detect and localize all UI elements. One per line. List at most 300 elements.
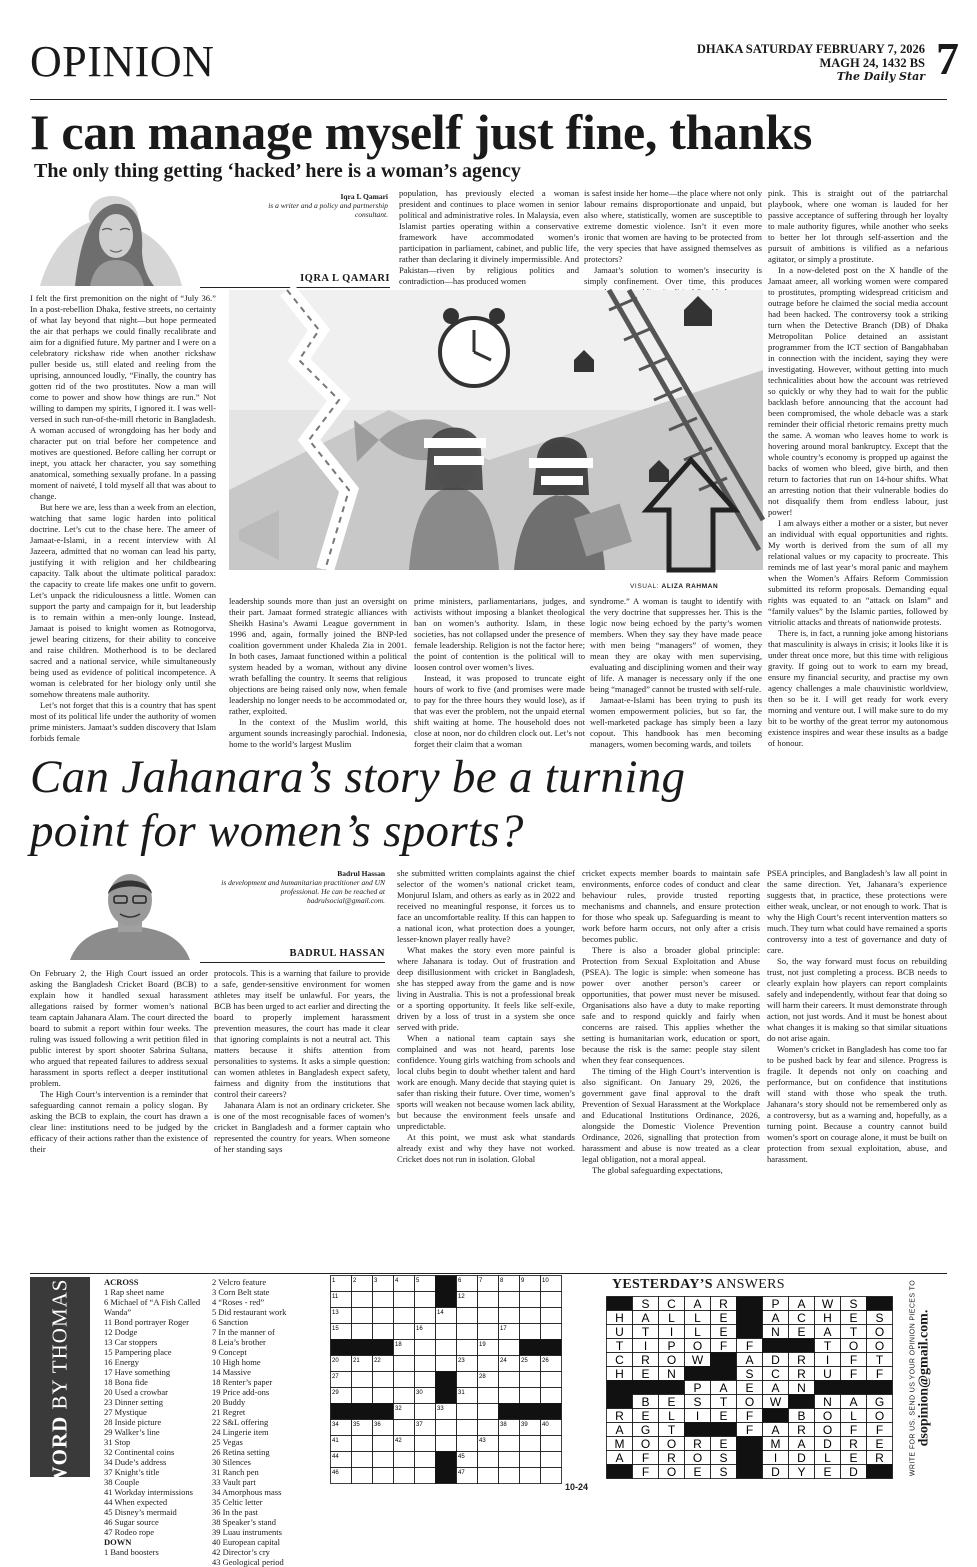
crossword-cell	[541, 1388, 562, 1404]
clue: 13 Car stoppers	[104, 1337, 158, 1347]
crossword-cell-number: 7	[479, 1278, 483, 1284]
answer-letter: Y	[797, 1465, 806, 1479]
answer-letter: I	[643, 1339, 648, 1353]
answer-letter: F	[745, 1339, 754, 1353]
date: DHAKA SATURDAY FEBRUARY 7, 2026	[696, 42, 925, 56]
article1-column-3-bottom: prime ministers, parliamentarians, judges, and activists without imposing a blanket theological ban on women’s authority. Islam, in these societies, has not collapsed under the presence of female leadership. Religion is not the factor here; the point of contention is the political will to loosen control over women’s lives. Instead, it was proposed to truncate eight hours of work to five (and promises were made to pay for the three hours they would lose), as if that was ever the problem, not the unpaid eternal shift waiting at home. The household does not close at noon, nor do children clock out. Let’s not forget their claim that a woman	[414, 596, 585, 749]
article2-headline: Can Jahanara’s story be a turning point for women’s sports?	[30, 751, 686, 857]
article1-column-2-bottom: leadership sounds more than just an oversight on their part. Jamaat formed strategic alliances with Sheikh Hasina’s Awami League government in 1996 and, again, formally joined the BNP-led coalition government under Khaleda Zia in 2001. In both cases, Jamaat functioned within a political system headed by a woman, without any divine wrath befalling the country. It seems that religious objections are being raised only now, when female leadership no longer needs to be accommodated or, rather, exploited. In the context of the Muslim world, this argument sounds increasingly parochial. Indonesia, home to the world’s largest Muslim	[229, 596, 407, 749]
answer-letter: O	[666, 1465, 677, 1479]
crossword-cell	[520, 1292, 541, 1308]
answer-letter: O	[874, 1409, 885, 1423]
clue: 14 Massive	[212, 1367, 251, 1377]
answer-letter: I	[695, 1409, 700, 1423]
band-rule	[30, 1273, 947, 1274]
paper-name: The Daily Star	[836, 70, 925, 83]
dateline	[697, 42, 925, 84]
bangla-date: MAGH 24, 1432 BS	[819, 56, 925, 70]
crossword-block	[352, 1340, 373, 1356]
clue: 1 Band boosters	[104, 1547, 159, 1557]
answer-letter: U	[823, 1367, 832, 1381]
byline: BADRUL HASSAN	[289, 948, 385, 959]
crossword-cell	[436, 1436, 457, 1452]
article1-column-3-top: population, has previously elected a woman president and continues to place women in senior political and administrative roles. In Malaysia, even Islamist parties operating within a conservative framework have accommodated women’s participation in parliament, cabinet, and public life, rather than declaring it divinely impermissible. And Pakistan—riven by religious politics and contradiction—has produced women	[399, 188, 579, 286]
answer-letter: E	[719, 1409, 728, 1423]
answer-letter: N	[823, 1395, 832, 1409]
crossword-cell-number: 43	[479, 1438, 486, 1444]
crossword-cell-number: 12	[458, 1294, 465, 1300]
crossword-cell-number: 17	[500, 1326, 507, 1332]
answers-title: YESTERDAY’S ANSWERS	[612, 1277, 785, 1292]
clue: 44 When expected	[104, 1497, 168, 1507]
answer-letter: O	[848, 1339, 859, 1353]
crossword-cell-number: 35	[353, 1422, 360, 1428]
article2-column-3: she submitted written complaints against the chief selector of the women’s national cricket team, Monjurul Islam, and others as early as in 2022 and received no meaningful response, it forces us to face an uncomfortable reality. If this can happen to a national icon, what protection does a younger, lesser-known player really have? What makes the story even more painful is where Jahanara is today. Out of frustration and deep disillusionment with cricket in Bangladesh, she has stepped away from the game and is now living in Australia. This is not a professional break or a sporting opportunity. It feels like self-exile, driven by a loss of trust in a system she once served with pride. When a national team captain says she complained and was not heard, parents lose confidence. Young girls watching from schools and local clubs begin to doubt whether talent and hard work are enough. Many decide that staying quiet is safer than risking their future. Over time, women’s sports will weaken not because women lack ability, but because the environment feels unsafe and unpredictable. At this point, we must ask what standards already exist and why they have not worked. Cricket does not run in isolation. Global	[397, 868, 575, 1164]
article1-column-5: pink. This is straight out of the patriarchal playbook, where one woman is lauded for her passive acceptance of suffering through her loyalty to male authority figures, while another who seeks to better her lot through self-assertion and the pursuit of ambitions is vilified as a nefarious agitator, or simply a prostitute. In a now-deleted post on the X handle of the Jamaat ameer, all working women were compared to prostitutes, prompting widespread criticism and outrage before he claimed the social media account had been hacked. The controversy took a striking turn when the Detective Branch (DB) of Dhaka Metropolitan Police detained an assistant programmer from the ICT section of Bangabhaban in connection with the incident, saying they were investigating. However, without getting into much technicalities about how the account was retrieved so quickly or why they had to wait for the public backlash before announcing that the account had been compromised, the whole debacle was a stark reminder their official rhetoric remains pretty much the same. A woman who leaves home to work is hovering around moral bankruptcy. Except that the whole country’s economy is propped up against the backs of women who bleed, give birth, and then return to factories that run on 14-hour shifts. What an arresting notion that their vulnerable bodies do not disqualify them from endless labour, just power! I am always either a mother or a sister, but never an individual with equal opportunities and rights. My worth is derived from the sum of all my relational values or my capacity to procreate. This reminds me of last year’s moral panic and mayhem when the Women’s Affairs Reform Commission submitted its reform proposals. Demanding equal rights was equated to an “attack on Islam” and “family values” by the Islamic parties, followed by vitriolic attacks and threats of nationwide protests. There is, in fact, a running joke among historians that masculinity is always in crisis; it looks like it is under threat once more, but this time with religious gravity. If going out to work to earn my bread, ensure my financial security, and practise my own agency challenges a male chauvinistic worldview, then so be it. I will get ready for work every morning and venture out. I will make sure to do my bit to be worthy of the great terror my autonomous existence inspires and wear these insults as a badge of honour.	[768, 188, 948, 748]
answer-letter: W	[821, 1297, 834, 1311]
clue: 47 Rodeo rope	[104, 1527, 155, 1537]
crossword-cell	[478, 1452, 499, 1468]
answer-letter: H	[823, 1311, 832, 1325]
answer-letter: C	[667, 1297, 676, 1311]
answer-block	[789, 1339, 815, 1353]
crossword-cell	[394, 1324, 415, 1340]
answer-block	[737, 1465, 763, 1479]
crossword-block	[331, 1404, 352, 1420]
answer-letter: S	[693, 1395, 702, 1409]
crossword-cell-number: 18	[395, 1342, 402, 1348]
crossword-cell	[457, 1308, 478, 1324]
clue: 7 In the manner of	[212, 1327, 275, 1337]
answer-letter: O	[692, 1451, 703, 1465]
crossword-cell	[520, 1372, 541, 1388]
answer-letter: L	[668, 1409, 675, 1423]
answer-letter: L	[694, 1325, 701, 1339]
crossword-block	[436, 1468, 457, 1484]
answer-letter: D	[797, 1451, 806, 1465]
masthead-rule	[30, 99, 947, 100]
article1-subhead: The only thing getting ‘hacked’ here is a woman’s agency	[34, 160, 521, 182]
answer-letter: N	[667, 1367, 676, 1381]
crossword-cell	[499, 1340, 520, 1356]
answer-letter: O	[822, 1423, 833, 1437]
answer-letter: T	[667, 1423, 676, 1437]
answer-letter: L	[694, 1311, 701, 1325]
crossword-cell-number: 10	[542, 1278, 549, 1284]
answer-block	[737, 1297, 763, 1311]
article1-headline: I can manage myself just fine, thanks	[30, 104, 812, 160]
clue: 37 Knight’s title	[104, 1467, 160, 1477]
answer-block	[607, 1381, 633, 1395]
crossword-cell	[541, 1324, 562, 1340]
section-title: OPINION	[30, 37, 215, 86]
crossword-cell-number: 30	[416, 1390, 423, 1396]
clue: 5 Did restaurant work	[212, 1307, 287, 1317]
article1-column-1: I felt the first premonition on the night of “July 36.” In a post-rebellion Dhaka, festive streets, no certainty of what lay beyond that night—but hope permeated the air that perhaps we could finally recalibrate and aim for a dignified future. My partner and I were on a celebratory rickshaw ride when another rickshaw puller beside us, still elated and reeling from the uprising, announced loudly, “Finally, the country has gotten rid of the two prostitutes. Now a man will come to power and show how things are run.” Not willing to dampen my spirits, I ignored it. I was well-versed in such run-of-the-mill rhetoric in Bangladesh. A woman accused of wrongdoing has her body and character put on trial before her competence and motives are questioned. Before calling her corrupt or inept, you attack her character, you say something anatomical, something sexually profane. In a passing moment of naiveté, I told myself all that was about to change. But here we are, less than a week from an election, watching that same logic harden into political doctrine. Let’s cut to the chase here. The ameer of Jamaat-e-Islami, in a recent interview with Al Jazeera, admitted that no woman can lead his party, justifying it with religion and her childbearing capacity. Talk about the ultimate political paradox: the capacity to create life makes one unfit to govern. Let’s unpack the ridiculousness a little. Women can support the party and campaign for it, but leadership is to remain within a men-only lounge. Instead, Jamaat is poised to knight women as Rotnogorva, jewel bearing citizens, for their ability to conceive and raise children. Motherhood is to be declared sacred and a national service, while simultaneously being used as evidence of political incompetence. A woman is celebrated for her biology only until she somehow threatens male authority. Let’s not forget that this is a country that has spent most of its political life under the authority of women prime ministers. Jamaat’s sudden discovery that Islam forbids female	[30, 293, 216, 743]
answer-letter: W	[769, 1395, 782, 1409]
clue: 24 Lingerie item	[212, 1427, 269, 1437]
clue: 34 Dude’s address	[104, 1457, 167, 1467]
clue: 20 Buddy	[212, 1397, 246, 1407]
answer-letter: C	[771, 1367, 780, 1381]
crossword-block	[373, 1340, 394, 1356]
answer-letter: S	[849, 1297, 858, 1311]
clue: 15 Pampering place	[104, 1347, 172, 1357]
answer-letter: A	[641, 1311, 650, 1325]
crossword-cell-number: 29	[332, 1390, 339, 1396]
clue: 26 Retina setting	[212, 1447, 270, 1457]
across-header: ACROSS	[104, 1277, 139, 1287]
answer-letter: E	[719, 1325, 728, 1339]
answer-letter: E	[719, 1311, 728, 1325]
clue: 43 Geological period	[212, 1557, 284, 1567]
article2-column-4: cricket expects member boards to maintain safe environments, enforce codes of conduct and clear behaviour rules, provide trusted reporting mechanisms and channels, and ensure protection for those who speak up. Safeguarding is meant to work before harm occurs, not only after a crisis becomes public. There is also a broader global principle: Protection from Sexual Exploitation and Abuse (PSEA). The logic is simple: when someone has power over another person’s career or opportunities, that power must never be misused. Organisations also have a duty to make reporting safe and to respond quickly and fairly when concerns are raised. This applies whether the setting is humanitarian work, education or sport, because the risk is the same: people stay silent when they fear consequences. The timing of the High Court’s intervention is also significant. On January 29, 2026, the government gave final approval to the draft Prevention of Sexual Harassment at the Workplace and Educational Institutions Ordinance, 2026, alongside the Domestic Violence Prevention Ordinance, 2026, signalling that protection from harassment and abuse is now treated as a clear legal obligation, not a moral appeal. The global safeguarding expectations,	[582, 868, 760, 1175]
crossword-cell-number: 15	[332, 1326, 339, 1332]
author-name: Iqra L Qamari	[340, 192, 388, 201]
answer-letter: E	[719, 1437, 728, 1451]
crossword-cell-number: 21	[353, 1358, 360, 1364]
answer-block	[867, 1381, 893, 1395]
crossword-cell	[520, 1436, 541, 1452]
answer-letter: R	[797, 1423, 806, 1437]
answer-letter: D	[771, 1465, 780, 1479]
clue: 23 Dinner setting	[104, 1397, 164, 1407]
answer-letter: F	[641, 1465, 650, 1479]
author-name: Badrul Hassan	[337, 869, 385, 878]
answer-letter: A	[771, 1423, 780, 1437]
crossword-block	[352, 1404, 373, 1420]
answer-letter: O	[874, 1325, 885, 1339]
submission-email[interactable]: dsopinion@gmail.com.	[916, 1309, 932, 1447]
crossword-cell	[394, 1308, 415, 1324]
answer-letter: T	[823, 1339, 832, 1353]
answer-block	[737, 1451, 763, 1465]
crossword-cell	[436, 1356, 457, 1372]
clue: 17 Have something	[104, 1367, 171, 1377]
answer-letter: A	[719, 1381, 728, 1395]
submission-note	[898, 1278, 944, 1478]
crossword-block	[436, 1452, 457, 1468]
crossword-cell	[478, 1420, 499, 1436]
crossword-cell-number: 5	[416, 1278, 420, 1284]
puzzle-number: 10-24	[565, 1482, 589, 1492]
crossword-label	[30, 1191, 90, 1563]
author-bio: is development and humanitarian practitioner and UN professional. He can be reached at badrulsocial@gmail.com.	[221, 878, 385, 905]
crossword-cell-number: 23	[458, 1358, 465, 1364]
clue: 34 Amorphous mass	[212, 1487, 282, 1497]
down-header: DOWN	[104, 1537, 132, 1547]
answer-letter: D	[823, 1437, 832, 1451]
crossword-cell	[352, 1388, 373, 1404]
answer-block	[867, 1297, 893, 1311]
clue: 39 Luau instruments	[212, 1527, 282, 1537]
author-photo	[30, 190, 195, 286]
crossword-cell	[499, 1452, 520, 1468]
crossword-cell	[499, 1308, 520, 1324]
crossword-cell	[373, 1436, 394, 1452]
crossword-block	[436, 1276, 457, 1292]
clue: 18 Renter’s paper	[212, 1377, 273, 1387]
crossword-cell-number: 32	[395, 1406, 402, 1412]
clue: 38 Couple	[104, 1477, 140, 1487]
crossword-cell-number: 4	[395, 1278, 399, 1284]
clue: 19 Price add-ons	[212, 1387, 270, 1397]
clue: 45 Disney’s mermaid	[104, 1507, 177, 1517]
crossword-grid	[330, 1275, 562, 1488]
crossword-block	[436, 1388, 457, 1404]
answer-letter: A	[797, 1437, 806, 1451]
answer-letter: O	[874, 1339, 885, 1353]
crossword-cell	[520, 1388, 541, 1404]
answer-letter: A	[849, 1395, 858, 1409]
clue: 6 Michael of “A Fish Called Wanda”	[104, 1297, 201, 1317]
crossword-cell	[415, 1292, 436, 1308]
answer-block	[789, 1395, 815, 1409]
answer-letter: S	[641, 1297, 650, 1311]
crossword-cell	[373, 1468, 394, 1484]
crossword-cell	[541, 1436, 562, 1452]
crossword-cell-number: 2	[353, 1278, 357, 1284]
crossword-cell	[457, 1340, 478, 1356]
clue: 41 Workday intermissions	[104, 1487, 193, 1497]
answer-letter: I	[773, 1451, 778, 1465]
crossword-cell	[520, 1308, 541, 1324]
clue: 46 Sugar source	[104, 1517, 159, 1527]
crossword-cell	[520, 1324, 541, 1340]
clue: 32 Continental coins	[104, 1447, 175, 1457]
clue: 31 Ranch pen	[212, 1467, 259, 1477]
crossword-cell-number: 19	[479, 1342, 486, 1348]
answer-block	[685, 1423, 711, 1437]
answer-letter: R	[667, 1451, 676, 1465]
answer-letter: E	[849, 1451, 858, 1465]
crossword-block	[331, 1340, 352, 1356]
crossword-cell	[373, 1372, 394, 1388]
crossword-cell	[478, 1404, 499, 1420]
crossword-cell	[457, 1420, 478, 1436]
answer-letter: A	[693, 1297, 702, 1311]
crossword-cell	[478, 1388, 499, 1404]
crossword-cell	[415, 1436, 436, 1452]
clues-column-1	[104, 1277, 204, 1557]
crossword-cell	[541, 1372, 562, 1388]
crossword-cell	[415, 1308, 436, 1324]
crossword-cell	[541, 1452, 562, 1468]
crossword-cell-number: 45	[458, 1454, 465, 1460]
crossword-cell	[352, 1452, 373, 1468]
answer-letter: H	[615, 1311, 624, 1325]
crossword-cell-number: 1	[332, 1278, 336, 1284]
crossword-cell	[415, 1452, 436, 1468]
answer-letter: F	[719, 1339, 728, 1353]
crossword-cell	[394, 1452, 415, 1468]
answer-letter: G	[874, 1395, 885, 1409]
crossword-cell	[394, 1420, 415, 1436]
answer-block	[633, 1381, 659, 1395]
clue: 27 Mystique	[104, 1407, 147, 1417]
crossword-cell-number: 22	[374, 1358, 381, 1364]
visual-credit: VISUAL: ALIZA RAHMAN	[630, 583, 719, 590]
clue: 10 High home	[212, 1357, 261, 1367]
answer-letter: E	[849, 1311, 858, 1325]
answer-letter: B	[797, 1409, 806, 1423]
crossword-title: CROSSWORD	[47, 1415, 72, 1563]
crossword-cell-number: 37	[416, 1422, 423, 1428]
clue: 38 Speaker’s stand	[212, 1517, 277, 1527]
answer-letter: L	[850, 1409, 857, 1423]
clue: 40 European capital	[212, 1537, 280, 1547]
answer-letter: W	[691, 1353, 704, 1367]
answer-block	[763, 1409, 789, 1423]
crossword-cell-number: 40	[542, 1422, 549, 1428]
answer-letter: A	[771, 1381, 780, 1395]
answer-letter: N	[771, 1325, 780, 1339]
answer-letter: I	[669, 1325, 674, 1339]
answer-letter: D	[849, 1465, 858, 1479]
answer-letter: A	[615, 1423, 624, 1437]
answer-letter: S	[719, 1465, 728, 1479]
answer-letter: E	[641, 1367, 650, 1381]
answer-letter: I	[825, 1353, 830, 1367]
answer-block	[737, 1325, 763, 1339]
crossword-byline: BY THOMAS JOSEPH	[47, 1191, 72, 1410]
clue: 31 Stop	[104, 1437, 131, 1447]
answer-letter: F	[641, 1451, 650, 1465]
answer-block	[607, 1395, 633, 1409]
clue: 22 S&L offering	[212, 1417, 269, 1427]
answer-letter: O	[822, 1409, 833, 1423]
answer-letter: E	[641, 1409, 650, 1423]
answer-letter: M	[614, 1437, 625, 1451]
answer-letter: T	[875, 1353, 884, 1367]
answer-letter: R	[693, 1437, 702, 1451]
answer-letter: F	[849, 1423, 858, 1437]
crossword-cell	[436, 1324, 457, 1340]
crossword-cell	[520, 1452, 541, 1468]
clue: 11 Bond portrayer Roger	[104, 1317, 189, 1327]
crossword-cell	[394, 1292, 415, 1308]
answer-letter: C	[615, 1353, 624, 1367]
crossword-cell-number: 47	[458, 1470, 465, 1476]
answer-letter: R	[641, 1353, 650, 1367]
crossword-cell	[478, 1308, 499, 1324]
crossword-cell	[352, 1436, 373, 1452]
answer-letter: E	[823, 1465, 832, 1479]
clue: 42 Director’s cry	[212, 1547, 270, 1557]
answer-letter: L	[668, 1311, 675, 1325]
answer-letter: S	[745, 1367, 754, 1381]
clue: 18 Bona fide	[104, 1377, 148, 1387]
crossword-block	[373, 1404, 394, 1420]
clue: 29 Walker’s line	[104, 1427, 160, 1437]
crossword-cell-number: 44	[332, 1454, 339, 1460]
crossword-cell	[394, 1388, 415, 1404]
clue: 2 Velcro feature	[212, 1277, 267, 1287]
answer-block	[737, 1437, 763, 1451]
answer-block	[607, 1297, 633, 1311]
submission-line: WRITE FOR US. SEND US YOUR OPINION PIECES TO	[909, 1279, 917, 1477]
crossword-cell	[457, 1404, 478, 1420]
answer-letter: E	[875, 1437, 884, 1451]
answer-letter: G	[640, 1423, 651, 1437]
clue: 3 Corn Belt state	[212, 1287, 270, 1297]
answer-letter: E	[745, 1381, 754, 1395]
crossword-cell-number: 33	[437, 1406, 444, 1412]
answer-block	[763, 1339, 789, 1353]
answer-letter: O	[666, 1353, 677, 1367]
crossword-cell	[499, 1468, 520, 1484]
crossword-cell	[499, 1388, 520, 1404]
article1-column-4-bottom: syndrome.” A woman is taught to identify with the very doctrine that suppresses her. This is the logic now being echoed by the party’s women members. When they say they have made peace with men being “managers” of women, they mean they are okay with men supervising, evaluating and disciplining women and their way of life. A manager is necessary only if the one being “managed” cannot be trusted with self-rule. Jamaat-e-Islami has been trying to push its women empowerment policies, but so far, the well-marketed package has simply been a lazy copout. This handbook has men becoming managers, women becoming wards, and toilets	[590, 596, 762, 749]
answer-letter: E	[797, 1325, 806, 1339]
crossword-cell	[394, 1372, 415, 1388]
crossword-cell	[352, 1468, 373, 1484]
crossword-cell	[457, 1436, 478, 1452]
crossword-cell-number: 6	[458, 1278, 462, 1284]
crossword-cell-number: 11	[332, 1294, 339, 1300]
crossword-block	[436, 1292, 457, 1308]
crossword-cell	[499, 1436, 520, 1452]
crossword-cell-number: 26	[542, 1358, 549, 1364]
answer-letter: A	[615, 1451, 624, 1465]
crossword-block	[520, 1404, 541, 1420]
answer-letter: F	[875, 1367, 884, 1381]
byline-rule	[200, 962, 385, 963]
author-description	[240, 192, 388, 219]
crossword-block	[541, 1404, 562, 1420]
answer-letter: H	[615, 1367, 624, 1381]
answer-letter: R	[875, 1451, 884, 1465]
crossword-cell-number: 25	[521, 1358, 528, 1364]
answer-letter: A	[823, 1325, 832, 1339]
crossword-cell	[478, 1468, 499, 1484]
crossword-cell	[478, 1324, 499, 1340]
crossword-cell	[415, 1372, 436, 1388]
crossword-cell	[478, 1356, 499, 1372]
crossword-cell	[541, 1292, 562, 1308]
author-photo	[60, 868, 200, 960]
answer-letter: F	[849, 1353, 858, 1367]
clue: 12 Dodge	[104, 1327, 138, 1337]
crossword-block	[520, 1340, 541, 1356]
crossword-cell-number: 39	[521, 1422, 528, 1428]
answer-letter: R	[797, 1367, 806, 1381]
crossword-cell	[373, 1452, 394, 1468]
crossword-cell	[373, 1292, 394, 1308]
answer-letter: R	[719, 1297, 728, 1311]
crossword-cell-number: 24	[500, 1358, 507, 1364]
crossword-cell	[415, 1468, 436, 1484]
byline: IQRA L QAMARI	[300, 273, 390, 284]
answer-letter: A	[771, 1311, 780, 1325]
answer-letter: P	[667, 1339, 676, 1353]
answer-letter: F	[875, 1423, 884, 1437]
crossword-cell-number: 46	[332, 1470, 339, 1476]
page-number: 7	[936, 33, 959, 84]
crossword-cell	[394, 1356, 415, 1372]
answer-letter: F	[849, 1367, 858, 1381]
answer-letter: R	[615, 1409, 624, 1423]
crossword-cell	[394, 1468, 415, 1484]
clue: 35 Celtic letter	[212, 1497, 263, 1507]
answer-letter: F	[745, 1423, 754, 1437]
answer-letter: T	[615, 1339, 624, 1353]
answer-block	[867, 1465, 893, 1479]
crossword-cell-number: 42	[395, 1438, 402, 1444]
crossword-block	[436, 1372, 457, 1388]
answer-letter: C	[797, 1311, 806, 1325]
answer-letter: O	[744, 1395, 755, 1409]
